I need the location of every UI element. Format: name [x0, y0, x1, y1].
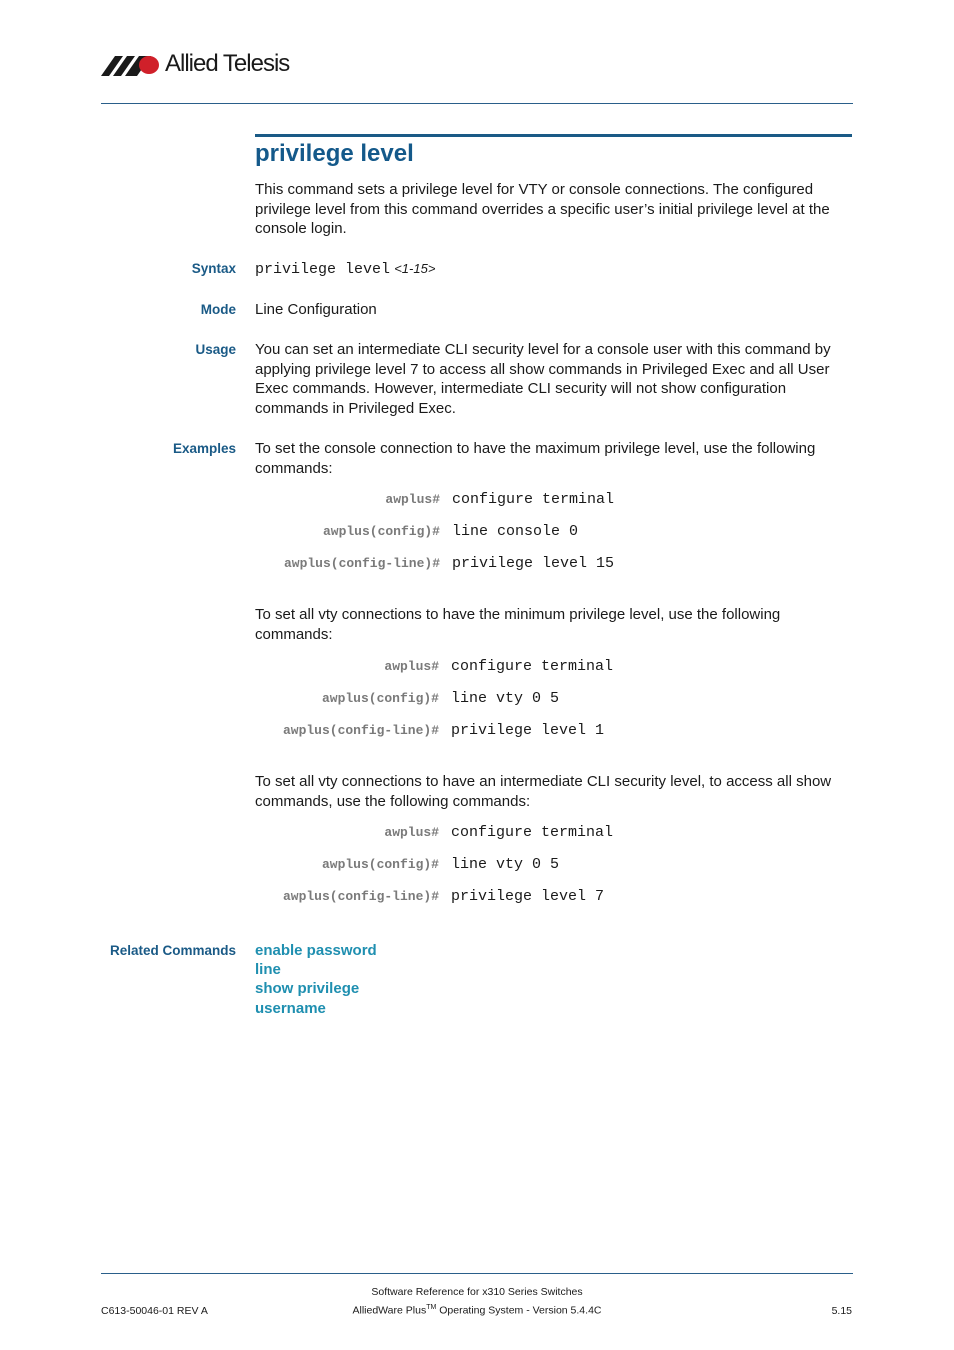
- cli-prompt: awplus(config)#: [321, 857, 439, 872]
- footer-page-number: 5.15: [831, 1305, 852, 1317]
- examples-label: Examples: [172, 441, 236, 456]
- allied-telesis-logo: [101, 50, 301, 80]
- related-commands-label: Related Commands: [109, 943, 236, 958]
- syntax-parameter: <1-15>: [394, 261, 436, 276]
- cli-command: line vty 0 5: [451, 856, 560, 873]
- example-3-command-1: [0, 824, 954, 844]
- footer-doc-id: C613-50046-01 REV A: [101, 1305, 208, 1317]
- example-1-command-1: [0, 491, 954, 511]
- cli-command: privilege level 1: [451, 722, 605, 739]
- related-link-username[interactable]: username: [255, 999, 326, 1017]
- cli-command: configure terminal: [451, 824, 614, 841]
- cli-prompt: awplus(config-line)#: [283, 556, 440, 571]
- related-link-show-privilege[interactable]: show privilege: [255, 980, 360, 998]
- footer-title-line2: [0, 1304, 954, 1317]
- logo-text: Allied Telesis: [165, 50, 290, 77]
- cli-prompt: awplus(config)#: [322, 524, 440, 539]
- footer-divider: [101, 1273, 853, 1274]
- mode-label: Mode: [200, 302, 236, 317]
- example-3-command-2: [0, 856, 954, 876]
- syntax-line: [255, 260, 435, 278]
- page-title: privilege level: [255, 140, 414, 167]
- example-1-text: To set the console connection to have the maximum privilege level, use the following commands:: [255, 440, 816, 477]
- cli-prompt: awplus(config-line)#: [282, 723, 439, 738]
- example-3-command-3: [0, 888, 954, 908]
- example-2-command-2: [0, 690, 954, 710]
- intro-paragraph: This command sets a privilege level for VTY or console connections. The configured privilege level from this command overrides a specific user’s initial privilege level at the console login.: [255, 181, 830, 237]
- footer-trademark: TM: [426, 1304, 437, 1311]
- cli-prompt: awplus#: [384, 659, 439, 674]
- mode-text: Line Configuration: [255, 301, 377, 318]
- title-rule: [255, 134, 852, 137]
- example-1-command-3: [0, 555, 954, 575]
- example-1-command-2: [0, 523, 954, 543]
- header-divider: [101, 103, 853, 104]
- logo-mark-icon: [101, 54, 163, 76]
- footer-product: AlliedWare Plus: [352, 1304, 427, 1317]
- example-3-text: To set all vty connections to have an intermediate CLI security level, to access all show commands, use the following commands:: [255, 773, 832, 810]
- related-link-enable-password[interactable]: enable password: [255, 942, 377, 959]
- cli-command: line console 0: [452, 523, 579, 540]
- footer-version: Operating System - Version 5.4.4C: [436, 1304, 602, 1317]
- usage-text: You can set an intermediate CLI security level for a console user with this command by applying privilege level 7 to access all show commands in Privileged Exec and all User Exec commands. However, intermediate CLI security will not show configuration commands in Privileged Exec.: [255, 341, 831, 417]
- cli-prompt: awplus#: [384, 825, 439, 840]
- cli-command: privilege level 15: [452, 555, 615, 572]
- cli-command: configure terminal: [451, 658, 614, 675]
- cli-prompt: awplus(config-line)#: [282, 889, 439, 904]
- syntax-label: Syntax: [191, 261, 236, 276]
- cli-command: privilege level 7: [451, 888, 605, 905]
- example-2-text: To set all vty connections to have the minimum privilege level, use the following commands:: [255, 606, 781, 643]
- related-link-line[interactable]: line: [255, 961, 281, 979]
- syntax-command: privilege level: [255, 261, 391, 278]
- footer-title-line1: Software Reference for x310 Series Switches: [371, 1286, 583, 1298]
- example-2-command-3: [0, 722, 954, 742]
- usage-label: Usage: [195, 342, 236, 357]
- cli-prompt: awplus(config)#: [321, 691, 439, 706]
- cli-prompt: awplus#: [385, 492, 440, 507]
- related-commands-list: [255, 941, 377, 1018]
- example-2-command-1: [0, 658, 954, 678]
- cli-command: configure terminal: [452, 491, 615, 508]
- cli-command: line vty 0 5: [451, 690, 560, 707]
